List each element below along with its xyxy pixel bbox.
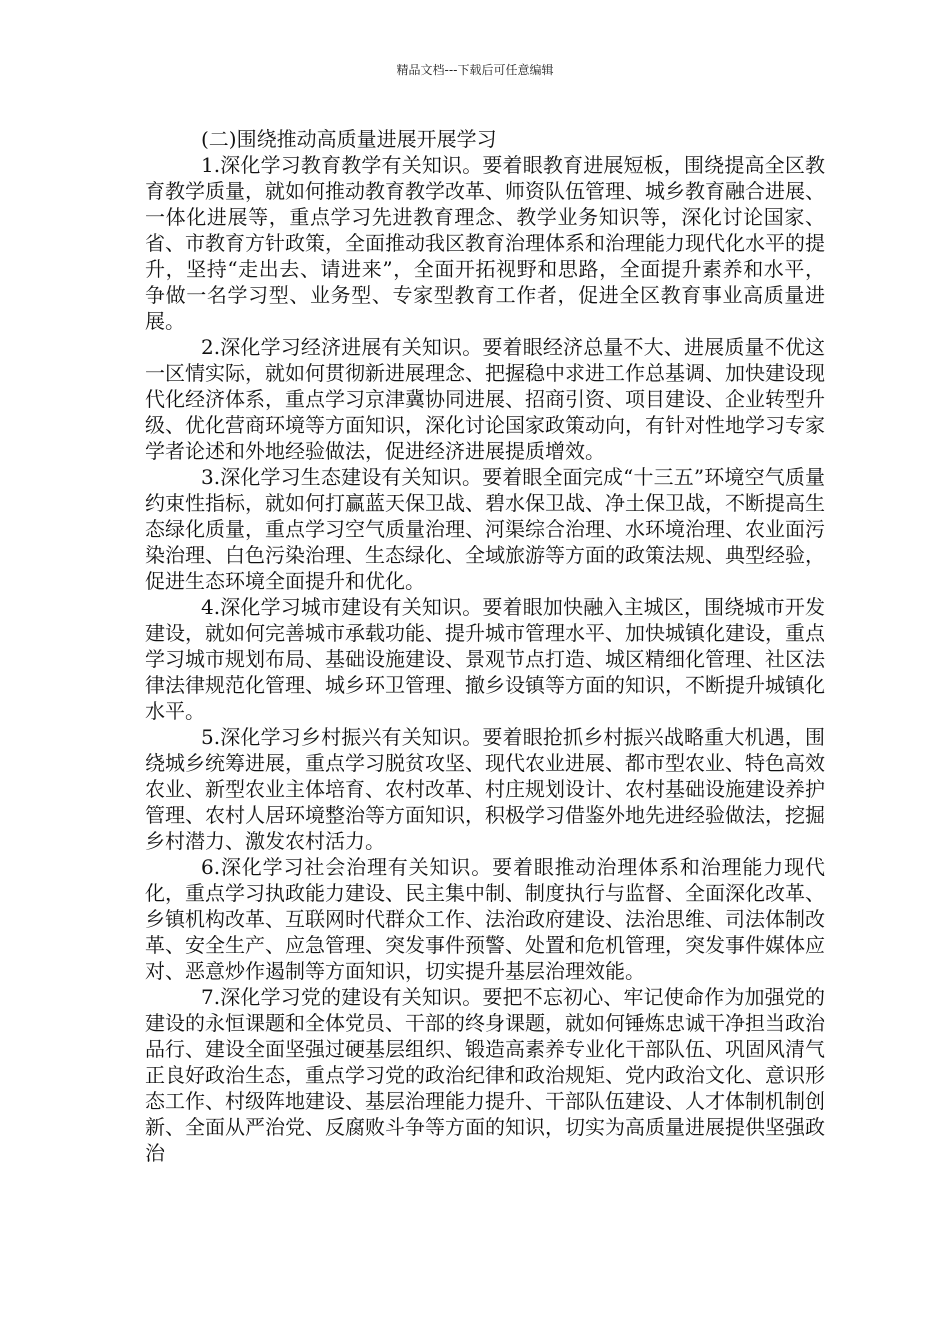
paragraph-ecology: 3.深化学习生态建设有关知识。要着眼全面完成“十三五”环境空气质量约束性指标，就如何打赢蓝天保卫战、碧水保卫战、净土保卫战，不断提高生态绿化质量，重点学习空气质量治理、河渠综合治理、水环境治理、农业面污染治理、白色污染治理、生态绿化、全域旅游等方面的政策法规、典型经验，促进生态环境全面提升和优化。	[145, 465, 825, 593]
paragraph-economy: 2.深化学习经济进展有关知识。要着眼经济总量不大、进展质量不优这一区情实际，就如何贯彻新进展理念、把握稳中求进工作总基调、加快建设现代化经济体系，重点学习京津冀协同进展、招商引资、项目建设、企业转型升级、优化营商环境等方面知识，深化讨论国家政策动向，有针对性地学习专家学者论述和外地经验做法，促进经济进展提质增效。	[145, 335, 825, 463]
section-heading: (二)围绕推动高质量进展开展学习	[201, 127, 497, 151]
paragraph-education: 1.深化学习教育教学有关知识。要着眼教育进展短板，围绕提高全区教育教学质量，就如何推动教育教学改革、师资队伍管理、城乡教育融合进展、一体化进展等，重点学习先进教育理念、教学业务知识等，深化讨论国家、省、市教育方针政策，全面推动我区教育治理体系和治理能力现代化水平的提升，坚持“走出去、请进来”，全面开拓视野和思路，全面提升素养和水平，争做一名学习型、业务型、专家型教育工作者，促进全区教育事业高质量进展。	[145, 153, 825, 333]
document-body	[145, 126, 825, 1166]
paragraph-rural-revitalization: 5.深化学习乡村振兴有关知识。要着眼抢抓乡村振兴战略重大机遇，围绕城乡统筹进展，重点学习脱贫攻坚、现代农业进展、都市型农业、特色高效农业、新型农业主体培育、农村改革、村庄规划设计、农村基础设施建设养护管理、农村人居环境整治等方面知识，积极学习借鉴外地先进经验做法，挖掘乡村潜力、激发农村活力。	[145, 725, 825, 853]
paragraph-urban-construction: 4.深化学习城市建设有关知识。要着眼加快融入主城区，围绕城市开发建设，就如何完善城市承载功能、提升城市管理水平、加快城镇化建设，重点学习城市规划布局、基础设施建设、景观节点打造、城区精细化管理、社区法律法律规范化管理、城乡环卫管理、撤乡设镇等方面的知识，不断提升城镇化水平。	[145, 595, 825, 723]
paragraph-party-building: 7.深化学习党的建设有关知识。要把不忘初心、牢记使命作为加强党的建设的永恒课题和全体党员、干部的终身课题，就如何锤炼忠诚干净担当政治品行、建设全面坚强过硬基层组织、锻造高素养专业化干部队伍、巩固风清气正良好政治生态，重点学习党的政治纪律和政治规矩、党内政治文化、意识形态工作、村级阵地建设、基层治理能力提升、干部队伍建设、人才体制机制创新、全面从严治党、反腐败斗争等方面的知识，切实为高质量进展提供坚强政治	[145, 985, 825, 1165]
paragraph-social-governance: 6.深化学习社会治理有关知识。要着眼推动治理体系和治理能力现代化，重点学习执政能力建设、民主集中制、制度执行与监督、全面深化改革、乡镇机构改革、互联网时代群众工作、法治政府建设、法治思维、司法体制改革、安全生产、应急管理、突发事件预警、处置和危机管理，突发事件媒体应对、恶意炒作遏制等方面知识，切实提升基层治理效能。	[145, 855, 825, 983]
page-header: 精品文档---下载后可任意编辑	[396, 63, 554, 77]
